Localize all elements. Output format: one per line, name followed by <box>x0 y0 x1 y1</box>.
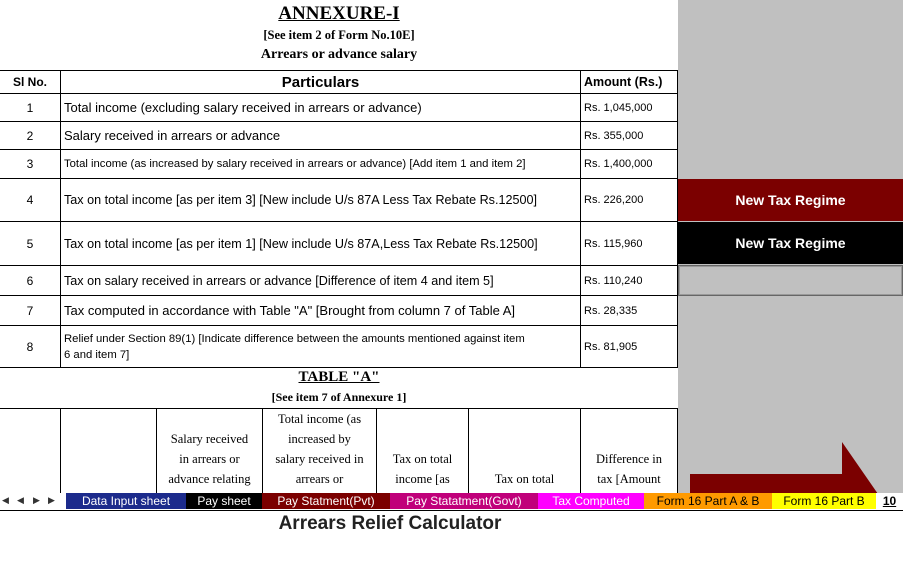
tab-pay-statatment-govt[interactable]: Pay Statatment(Govt) <box>390 493 538 509</box>
tab-form-16-part-a-b[interactable]: Form 16 Part A & B <box>644 493 772 509</box>
row-8-amount[interactable]: Rs. 81,905 <box>584 340 638 353</box>
table-a-col-tax-on-total-income-as: Tax on total income [as <box>392 452 453 486</box>
tab-10[interactable]: 10 <box>876 493 903 509</box>
sheet-tab-bar <box>0 493 903 511</box>
annexure-subtitle: [See item 2 of Form No.10E] <box>263 28 415 42</box>
row-1-number: 1 <box>26 100 34 115</box>
row-4-particulars[interactable]: Tax on total income [as per item 3] [New include U/s 87A Less Tax Rebate Rs.12500] <box>64 193 537 207</box>
row-7-number: 7 <box>26 303 34 318</box>
page-caption: Arrears Relief Calculator <box>278 513 502 534</box>
row-1-amount[interactable]: Rs. 1,045,000 <box>584 101 653 114</box>
row-5-number: 5 <box>26 236 34 251</box>
table-a-col-tax-on-total: Tax on total <box>494 472 555 486</box>
row-8-text-line-1: Relief under Section 89(1) [Indicate difference between the amounts mentioned against item <box>64 332 525 345</box>
row-3-amount[interactable]: Rs. 1,400,000 <box>584 158 653 170</box>
row-2-amount[interactable]: Rs. 355,000 <box>584 129 644 142</box>
row-7-particulars[interactable]: Tax computed in accordance with Table "A" [Brought from column 7 of Table A] <box>64 303 515 318</box>
row-6-number: 6 <box>26 273 34 288</box>
first-sheet-icon[interactable]: ◀ <box>2 495 9 505</box>
row-1-particulars[interactable]: Total income (excluding salary received in arrears or advance) <box>64 100 422 115</box>
tab-pay-sheet[interactable]: Pay sheet <box>186 493 262 509</box>
next-sheet-icon[interactable]: ▶ <box>33 495 40 505</box>
row-2-particulars[interactable]: Salary received in arrears or advance <box>64 128 281 143</box>
row-3-number: 3 <box>26 157 34 171</box>
table-a-col-difference-in-tax: Difference in tax [Amount <box>595 452 663 486</box>
tab-form-16-part-b[interactable]: Form 16 Part B <box>772 493 876 509</box>
tab-tax-computed[interactable]: Tax Computed <box>538 493 644 509</box>
table-a-col-salary-received: Salary received in arrears or advance relating <box>168 432 251 486</box>
row-8-particulars[interactable] <box>61 326 580 367</box>
new-tax-regime-button-2[interactable]: New Tax Regime <box>678 222 903 264</box>
col-header-sl-no: Sl No. <box>12 75 47 89</box>
row-5-amount[interactable]: Rs. 115,960 <box>584 237 643 250</box>
new-tax-regime-button-1[interactable]: New Tax Regime <box>678 179 903 221</box>
row-4-amount[interactable]: Rs. 226,200 <box>584 194 644 206</box>
row-6-amount[interactable]: Rs. 110,240 <box>584 274 643 287</box>
tab-pay-statment-pvt[interactable]: Pay Statment(Pvt) <box>262 493 390 509</box>
row-5-particulars[interactable]: Tax on total income [as per item 1] [New include U/s 87A,Less Tax Rebate Rs.12500] <box>64 236 538 251</box>
selected-cell[interactable] <box>678 265 903 296</box>
table-a-subtitle: [See item 7 of Annexure 1] <box>271 390 407 404</box>
tab-data-input-sheet[interactable]: Data Input sheet <box>66 493 186 509</box>
row-6-particulars[interactable]: Tax on salary received in arrears or advance [Difference of item 4 and item 5] <box>64 273 494 288</box>
arrow-right-icon[interactable] <box>690 440 880 494</box>
row-3-particulars[interactable]: Total income (as increased by salary received in arrears or advance) [Add item 1 and item 2] <box>64 158 526 170</box>
row-4-number: 4 <box>26 193 34 207</box>
annexure-title: ANNEXURE-I <box>278 3 400 24</box>
last-sheet-icon[interactable]: ▶ <box>48 495 55 505</box>
row-8-number: 8 <box>26 339 34 354</box>
prev-sheet-icon[interactable]: ◀ <box>17 495 24 505</box>
row-8-text-line-2: 6 and item 7] <box>64 348 130 361</box>
annexure-heading: Arrears or advance salary <box>260 47 418 62</box>
row-7-amount[interactable]: Rs. 28,335 <box>584 304 638 317</box>
col-header-amount: Amount (Rs.) <box>584 75 663 89</box>
table-a-col-total-income: Total income (as increased by salary received in arrears or <box>275 412 364 486</box>
table-a-title: TABLE "A" <box>298 369 380 385</box>
row-2-number: 2 <box>26 128 34 143</box>
col-header-particulars: Particulars <box>281 73 360 91</box>
